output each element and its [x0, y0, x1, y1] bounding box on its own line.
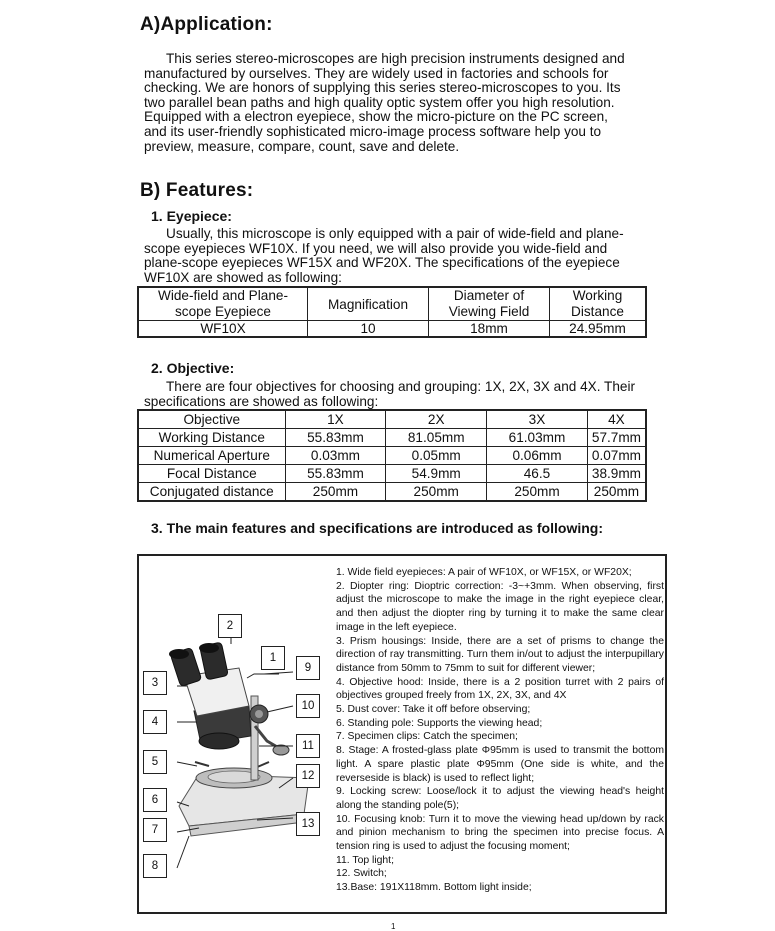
table-row [138, 429, 646, 447]
list-item: 4. Objective hood: Inside, there is a 2 position turret with 2 pairs of objectives grouped freely from 1X, 2X, 3X, and 4X [336, 676, 664, 702]
callout-12: 12 [296, 764, 320, 788]
table-cell: 81.05mm [386, 429, 487, 447]
table-header-cell: 4X [587, 410, 646, 429]
callout-9: 9 [296, 656, 320, 680]
table-header-cell: Magnification [308, 287, 429, 321]
table-cell: 10 [308, 321, 429, 338]
table-row [138, 447, 646, 465]
list-item: 9. Locking screw: Loose/lock it to adjust the viewing head's height along the standing pole(5); [336, 786, 664, 811]
page-number: 1 [391, 922, 396, 931]
table-cell: 250mm [386, 483, 487, 502]
table-cell: Conjugated distance [138, 483, 285, 502]
list-item: 12. Switch; [336, 868, 387, 880]
callout-3: 3 [143, 671, 167, 695]
table-header-cell: Wide-field and Plane-scope Eyepiece [138, 287, 308, 321]
callout-11: 11 [296, 734, 320, 758]
table-row [138, 465, 646, 483]
features-list [336, 566, 664, 895]
table-cell: 46.5 [487, 465, 588, 483]
table-header-cell: Working Distance [550, 287, 647, 321]
objective-title: 2. Objective: [151, 360, 235, 376]
section-b-heading: B) Features: [140, 180, 254, 201]
callout-10: 10 [296, 694, 320, 718]
table-cell: 250mm [285, 483, 386, 502]
list-item: 10. Focusing knob: Turn it to move the viewing head up/down by rack and pinion mechanism to bring the specimen into precise focus. A tension ring is used to adjust the focusing moment; [336, 813, 664, 853]
table-cell: 57.7mm [587, 429, 646, 447]
table-cell: 18mm [429, 321, 550, 338]
section-a-body: This series stereo-microscopes are high precision instruments designed and manufactured by ourselves. They are widely used in factories and schools for checking. We are honors of supplying this series stereo-microscopes to you. Its two parallel bean paths and high quality optic system offer you high resolution. Equipped with a electron eyepiece, show the micro-picture on the PC screen, and its user-friendly sophisticated micro-image process software help you to preview, measure, compare, count, save and delete. [144, 51, 625, 154]
table-cell: 61.03mm [487, 429, 588, 447]
callout-13: 13 [296, 812, 320, 836]
table-header-cell: Diameter of Viewing Field [429, 287, 550, 321]
callout-6: 6 [143, 788, 167, 812]
table-row [138, 321, 646, 338]
section-a-heading: A)Application: [140, 14, 273, 35]
eyepiece-title: 1. Eyepiece: [151, 208, 232, 224]
table-cell: 54.9mm [386, 465, 487, 483]
table-cell: 24.95mm [550, 321, 647, 338]
callout-2: 2 [218, 614, 242, 638]
table-header-cell: 1X [285, 410, 386, 429]
list-item: 11. Top light; [336, 854, 394, 866]
table-cell: 250mm [487, 483, 588, 502]
table-row [138, 483, 646, 502]
callout-5: 5 [143, 750, 167, 774]
table-row [138, 287, 646, 321]
table-cell: WF10X [138, 321, 308, 338]
table-cell: 55.83mm [285, 429, 386, 447]
callout-4: 4 [143, 710, 167, 734]
list-item: 3. Prism housings: Inside, there are a set of prisms to change the direction of ray transmitting. Turn them in/out to adjust the interpupillary distance from 50mm to 75mm to suit for different viewer; [336, 635, 664, 674]
callout-1: 1 [261, 646, 285, 670]
list-item: 5. Dust cover: Take it off before observing; [336, 704, 531, 716]
table-header-cell: 3X [487, 410, 588, 429]
table-cell: 0.05mm [386, 447, 487, 465]
table-cell: 0.03mm [285, 447, 386, 465]
table-cell: 0.06mm [487, 447, 588, 465]
eyepiece-table [137, 286, 647, 338]
table-cell: 0.07mm [587, 447, 646, 465]
table-cell: 250mm [587, 483, 646, 502]
list-item: 1. Wide field eyepieces: A pair of WF10X, or WF15X, or WF20X; [336, 567, 632, 578]
eyepiece-intro: Usually, this microscope is only equipped with a pair of wide-field and plane-scope eyepieces WF10X. If you need, we will also provide you wide-field and plane-scope eyepieces WF15X and WF20X. The specifications of the eyepiece WF10X are showed as following: [144, 226, 624, 285]
table-header-cell: 2X [386, 410, 487, 429]
list-item: 8. Stage: A frosted-glass plate Φ95mm is used to transmit the bottom light. A spare plastic plate Φ95mm (One side is white, and the reverseside is black) is used to reflect light; [336, 745, 664, 784]
main-features-title: 3. The main features and specifications are introduced as following: [151, 520, 603, 536]
table-cell: Numerical Aperture [138, 447, 285, 465]
table-row [138, 410, 646, 429]
table-cell: 55.83mm [285, 465, 386, 483]
table-cell: 38.9mm [587, 465, 646, 483]
list-item: 6. Standing pole: Supports the viewing head; [336, 717, 543, 729]
list-item: 7. Specimen clips: Catch the specimen; [336, 731, 518, 743]
table-cell: Working Distance [138, 429, 285, 447]
table-cell: Focal Distance [138, 465, 285, 483]
objective-table [137, 409, 647, 502]
callout-8: 8 [143, 854, 167, 878]
table-header-cell: Objective [138, 410, 285, 429]
list-item: 2. Diopter ring: Dioptric correction: -3~+3mm. When observing, first adjust the microscope to make the image in the right eyepiece clear, and then adjust the diopter ring by turning it to make the same clear image in the left eyepiece. [336, 580, 664, 633]
list-item: 13.Base: 191X118mm. Bottom light inside; [336, 882, 532, 894]
objective-intro: There are four objectives for choosing and grouping: 1X, 2X, 3X and 4X. Their specifications are showed as following: [144, 379, 636, 409]
callout-7: 7 [143, 818, 167, 842]
